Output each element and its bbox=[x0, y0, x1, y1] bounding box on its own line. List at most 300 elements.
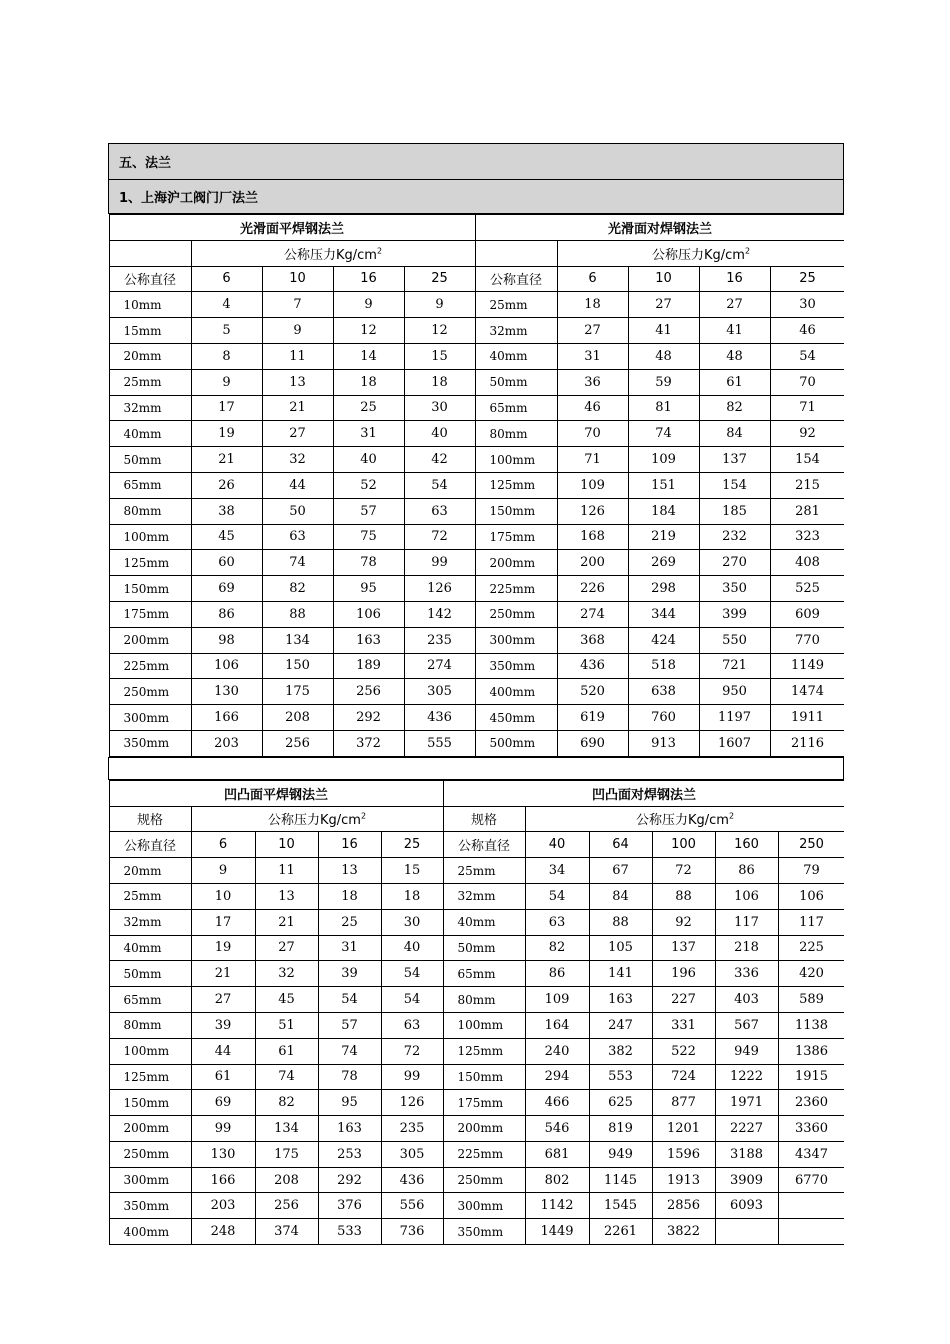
nominal-diameter-cell: 150mm bbox=[109, 576, 191, 602]
weight-cell: 38 bbox=[191, 498, 262, 524]
weight-cell: 75 bbox=[333, 524, 404, 550]
weight-cell: 232 bbox=[699, 524, 770, 550]
weight-cell: 137 bbox=[652, 935, 715, 961]
weight-cell: 368 bbox=[557, 627, 628, 653]
weight-cell: 106 bbox=[191, 653, 262, 679]
weight-cell: 82 bbox=[262, 576, 333, 602]
table2-left-pressure: 10 bbox=[255, 832, 318, 858]
weight-cell: 72 bbox=[652, 858, 715, 884]
nominal-diameter-cell: 300mm bbox=[475, 627, 557, 653]
weight-cell: 1911 bbox=[770, 705, 843, 731]
weight-cell: 1142 bbox=[525, 1193, 589, 1219]
weight-cell: 164 bbox=[525, 1012, 589, 1038]
weight-cell: 10 bbox=[191, 883, 255, 909]
weight-cell: 82 bbox=[699, 395, 770, 421]
section-gap bbox=[109, 757, 844, 779]
nominal-diameter-cell: 250mm bbox=[109, 679, 191, 705]
nominal-diameter-cell: 125mm bbox=[109, 1064, 191, 1090]
weight-cell: 274 bbox=[404, 653, 475, 679]
weight-cell: 2116 bbox=[770, 730, 843, 756]
weight-cell: 109 bbox=[525, 987, 589, 1013]
weight-cell: 248 bbox=[191, 1219, 255, 1245]
weight-cell: 88 bbox=[262, 601, 333, 627]
weight-cell: 877 bbox=[652, 1090, 715, 1116]
flange-sheet bbox=[108, 143, 844, 1245]
nominal-diameter-cell: 350mm bbox=[443, 1219, 525, 1245]
table-row bbox=[109, 935, 844, 961]
table2-right-pressure: 100 bbox=[652, 832, 715, 858]
weight-cell: 163 bbox=[333, 627, 404, 653]
nominal-diameter-cell: 150mm bbox=[109, 1090, 191, 1116]
nominal-diameter-cell: 20mm bbox=[109, 858, 191, 884]
table2-left-dn-label: 公称直径 bbox=[109, 832, 191, 858]
weight-cell: 200 bbox=[557, 550, 628, 576]
weight-cell: 802 bbox=[525, 1167, 589, 1193]
subsection-title: 1、上海沪工阀门厂法兰 bbox=[109, 180, 844, 214]
weight-cell: 185 bbox=[699, 498, 770, 524]
weight-cell: 57 bbox=[318, 1012, 381, 1038]
weight-cell: 74 bbox=[262, 550, 333, 576]
weight-cell: 32 bbox=[262, 447, 333, 473]
nominal-diameter-cell: 65mm bbox=[109, 472, 191, 498]
table2-right-pressure: 250 bbox=[778, 832, 843, 858]
nominal-diameter-cell: 200mm bbox=[109, 627, 191, 653]
nominal-diameter-cell: 300mm bbox=[109, 1167, 191, 1193]
weight-cell: 86 bbox=[715, 858, 778, 884]
table-row bbox=[109, 909, 844, 935]
weight-cell: 50 bbox=[262, 498, 333, 524]
weight-cell: 305 bbox=[381, 1141, 443, 1167]
weight-cell: 117 bbox=[715, 909, 778, 935]
nominal-diameter-cell: 225mm bbox=[475, 576, 557, 602]
weight-cell: 382 bbox=[589, 1038, 652, 1064]
weight-cell: 1222 bbox=[715, 1064, 778, 1090]
weight-cell: 14 bbox=[333, 343, 404, 369]
weight-cell: 61 bbox=[255, 1038, 318, 1064]
table-row bbox=[109, 524, 844, 550]
weight-cell: 134 bbox=[262, 627, 333, 653]
nominal-diameter-cell: 125mm bbox=[443, 1038, 525, 1064]
nominal-diameter-cell: 80mm bbox=[475, 421, 557, 447]
weight-cell: 331 bbox=[652, 1012, 715, 1038]
nominal-diameter-cell: 32mm bbox=[475, 318, 557, 344]
weight-cell: 163 bbox=[318, 1116, 381, 1142]
table-row bbox=[109, 369, 844, 395]
table-row bbox=[109, 961, 844, 987]
smooth-face-flange-table bbox=[109, 214, 844, 757]
weight-cell: 175 bbox=[262, 679, 333, 705]
weight-cell: 208 bbox=[262, 705, 333, 731]
weight-cell: 3188 bbox=[715, 1141, 778, 1167]
weight-cell: 166 bbox=[191, 1167, 255, 1193]
weight-cell: 69 bbox=[191, 1090, 255, 1116]
weight-cell: 12 bbox=[404, 318, 475, 344]
weight-cell: 82 bbox=[525, 935, 589, 961]
weight-cell: 30 bbox=[404, 395, 475, 421]
nominal-diameter-cell: 32mm bbox=[109, 395, 191, 421]
weight-cell: 27 bbox=[262, 421, 333, 447]
weight-cell: 45 bbox=[191, 524, 262, 550]
nominal-diameter-cell: 300mm bbox=[443, 1193, 525, 1219]
table-row bbox=[109, 447, 844, 473]
weight-cell: 45 bbox=[255, 987, 318, 1013]
weight-cell: 54 bbox=[404, 472, 475, 498]
weight-cell: 436 bbox=[557, 653, 628, 679]
weight-cell: 154 bbox=[770, 447, 843, 473]
table1-right-blank bbox=[475, 240, 557, 266]
table-row bbox=[109, 1090, 844, 1116]
weight-cell: 175 bbox=[255, 1141, 318, 1167]
weight-cell: 550 bbox=[699, 627, 770, 653]
nominal-diameter-cell: 40mm bbox=[443, 909, 525, 935]
weight-cell: 54 bbox=[770, 343, 843, 369]
weight-cell: 2360 bbox=[778, 1090, 843, 1116]
table-row bbox=[109, 601, 844, 627]
table-row bbox=[109, 679, 844, 705]
weight-cell: 32 bbox=[255, 961, 318, 987]
weight-cell: 126 bbox=[404, 576, 475, 602]
weight-cell: 294 bbox=[525, 1064, 589, 1090]
weight-cell: 48 bbox=[628, 343, 699, 369]
weight-cell: 95 bbox=[318, 1090, 381, 1116]
weight-cell: 166 bbox=[191, 705, 262, 731]
weight-cell: 399 bbox=[699, 601, 770, 627]
weight-cell: 420 bbox=[778, 961, 843, 987]
weight-cell bbox=[778, 1193, 843, 1219]
weight-cell: 235 bbox=[381, 1116, 443, 1142]
weight-cell: 3909 bbox=[715, 1167, 778, 1193]
table-row bbox=[109, 1193, 844, 1219]
weight-cell: 9 bbox=[191, 369, 262, 395]
table1-right-title: 光滑面对焊钢法兰 bbox=[475, 215, 843, 241]
weight-cell: 12 bbox=[333, 318, 404, 344]
weight-cell: 130 bbox=[191, 1141, 255, 1167]
table-row bbox=[109, 705, 844, 731]
weight-cell: 18 bbox=[333, 369, 404, 395]
weight-cell: 2856 bbox=[652, 1193, 715, 1219]
nominal-diameter-cell: 300mm bbox=[109, 705, 191, 731]
weight-cell: 60 bbox=[191, 550, 262, 576]
weight-cell: 372 bbox=[333, 730, 404, 756]
weight-cell: 1607 bbox=[699, 730, 770, 756]
weight-cell: 1201 bbox=[652, 1116, 715, 1142]
weight-cell: 25 bbox=[333, 395, 404, 421]
table1-left-blank bbox=[109, 240, 191, 266]
weight-cell: 105 bbox=[589, 935, 652, 961]
weight-cell: 21 bbox=[191, 961, 255, 987]
table-row bbox=[109, 987, 844, 1013]
weight-cell: 15 bbox=[404, 343, 475, 369]
table-row bbox=[109, 292, 844, 318]
weight-cell: 17 bbox=[191, 909, 255, 935]
table2-right-spec-label: 规格 bbox=[443, 806, 525, 832]
weight-cell: 227 bbox=[652, 987, 715, 1013]
nominal-diameter-cell: 150mm bbox=[475, 498, 557, 524]
weight-cell: 63 bbox=[404, 498, 475, 524]
weight-cell: 130 bbox=[191, 679, 262, 705]
weight-cell: 1149 bbox=[770, 653, 843, 679]
weight-cell: 235 bbox=[404, 627, 475, 653]
nominal-diameter-cell: 175mm bbox=[475, 524, 557, 550]
weight-cell: 63 bbox=[381, 1012, 443, 1038]
weight-cell bbox=[715, 1219, 778, 1245]
weight-cell: 78 bbox=[318, 1064, 381, 1090]
table2-left-title: 凹凸面平焊钢法兰 bbox=[109, 780, 443, 806]
weight-cell: 30 bbox=[770, 292, 843, 318]
weight-cell: 134 bbox=[255, 1116, 318, 1142]
weight-cell: 15 bbox=[381, 858, 443, 884]
weight-cell: 71 bbox=[557, 447, 628, 473]
nominal-diameter-cell: 200mm bbox=[475, 550, 557, 576]
weight-cell: 48 bbox=[699, 343, 770, 369]
weight-cell: 27 bbox=[628, 292, 699, 318]
weight-cell: 292 bbox=[333, 705, 404, 731]
weight-cell: 54 bbox=[381, 987, 443, 1013]
weight-cell: 54 bbox=[318, 987, 381, 1013]
weight-cell: 424 bbox=[628, 627, 699, 653]
weight-cell: 18 bbox=[404, 369, 475, 395]
weight-cell: 1474 bbox=[770, 679, 843, 705]
weight-cell: 126 bbox=[557, 498, 628, 524]
weight-cell: 736 bbox=[381, 1219, 443, 1245]
table2-right-pressure: 40 bbox=[525, 832, 589, 858]
weight-cell: 9 bbox=[333, 292, 404, 318]
weight-cell: 609 bbox=[770, 601, 843, 627]
weight-cell: 638 bbox=[628, 679, 699, 705]
table-row bbox=[109, 550, 844, 576]
weight-cell: 151 bbox=[628, 472, 699, 498]
weight-cell: 106 bbox=[715, 883, 778, 909]
weight-cell: 1913 bbox=[652, 1167, 715, 1193]
weight-cell: 84 bbox=[589, 883, 652, 909]
weight-cell: 253 bbox=[318, 1141, 381, 1167]
table-row bbox=[109, 627, 844, 653]
table-row bbox=[109, 576, 844, 602]
weight-cell: 44 bbox=[262, 472, 333, 498]
weight-cell: 18 bbox=[318, 883, 381, 909]
weight-cell: 533 bbox=[318, 1219, 381, 1245]
weight-cell: 376 bbox=[318, 1193, 381, 1219]
table1-left-pressure: 25 bbox=[404, 266, 475, 292]
nominal-diameter-cell: 25mm bbox=[109, 369, 191, 395]
weight-cell: 42 bbox=[404, 447, 475, 473]
table-row bbox=[109, 1012, 844, 1038]
weight-cell: 408 bbox=[770, 550, 843, 576]
nominal-diameter-cell: 40mm bbox=[109, 935, 191, 961]
weight-cell: 21 bbox=[191, 447, 262, 473]
table-row bbox=[109, 1219, 844, 1245]
weight-cell: 556 bbox=[381, 1193, 443, 1219]
nominal-diameter-cell: 50mm bbox=[109, 961, 191, 987]
weight-cell: 95 bbox=[333, 576, 404, 602]
table-row bbox=[109, 1064, 844, 1090]
weight-cell: 163 bbox=[589, 987, 652, 1013]
weight-cell: 40 bbox=[333, 447, 404, 473]
weight-cell: 99 bbox=[191, 1116, 255, 1142]
weight-cell: 18 bbox=[557, 292, 628, 318]
weight-cell: 298 bbox=[628, 576, 699, 602]
weight-cell: 63 bbox=[525, 909, 589, 935]
section-title: 五、法兰 bbox=[109, 144, 844, 180]
weight-cell: 69 bbox=[191, 576, 262, 602]
weight-cell: 40 bbox=[404, 421, 475, 447]
weight-cell: 27 bbox=[255, 935, 318, 961]
table1-left-dn-label: 公称直径 bbox=[109, 266, 191, 292]
weight-cell: 2227 bbox=[715, 1116, 778, 1142]
weight-cell: 21 bbox=[255, 909, 318, 935]
table2-right-dn-label: 公称直径 bbox=[443, 832, 525, 858]
weight-cell: 466 bbox=[525, 1090, 589, 1116]
table2-left-pressure: 6 bbox=[191, 832, 255, 858]
weight-cell: 323 bbox=[770, 524, 843, 550]
nominal-diameter-cell: 80mm bbox=[109, 498, 191, 524]
weight-cell: 74 bbox=[318, 1038, 381, 1064]
weight-cell: 203 bbox=[191, 1193, 255, 1219]
weight-cell: 17 bbox=[191, 395, 262, 421]
nominal-diameter-cell: 250mm bbox=[475, 601, 557, 627]
weight-cell: 84 bbox=[699, 421, 770, 447]
nominal-diameter-cell: 250mm bbox=[109, 1141, 191, 1167]
weight-cell: 168 bbox=[557, 524, 628, 550]
weight-cell: 546 bbox=[525, 1116, 589, 1142]
table1-wrap bbox=[109, 214, 844, 758]
nominal-diameter-cell: 500mm bbox=[475, 730, 557, 756]
nominal-diameter-cell: 50mm bbox=[109, 447, 191, 473]
weight-cell: 3822 bbox=[652, 1219, 715, 1245]
weight-cell: 54 bbox=[381, 961, 443, 987]
weight-cell: 1138 bbox=[778, 1012, 843, 1038]
weight-cell: 86 bbox=[191, 601, 262, 627]
table2-right-pressure: 160 bbox=[715, 832, 778, 858]
weight-cell: 949 bbox=[715, 1038, 778, 1064]
nominal-diameter-cell: 20mm bbox=[109, 343, 191, 369]
nominal-diameter-cell: 32mm bbox=[443, 883, 525, 909]
weight-cell: 92 bbox=[770, 421, 843, 447]
table1-right-pressure-label: 公称压力$Kg/cm^2$ bbox=[557, 240, 843, 266]
nominal-diameter-cell: 225mm bbox=[109, 653, 191, 679]
weight-cell: 690 bbox=[557, 730, 628, 756]
weight-cell: 51 bbox=[255, 1012, 318, 1038]
weight-cell: 226 bbox=[557, 576, 628, 602]
weight-cell: 59 bbox=[628, 369, 699, 395]
weight-cell: 218 bbox=[715, 935, 778, 961]
nominal-diameter-cell: 100mm bbox=[109, 524, 191, 550]
nominal-diameter-cell: 350mm bbox=[109, 730, 191, 756]
weight-cell: 11 bbox=[255, 858, 318, 884]
weight-cell: 67 bbox=[589, 858, 652, 884]
nominal-diameter-cell: 175mm bbox=[109, 601, 191, 627]
weight-cell: 9 bbox=[262, 318, 333, 344]
weight-cell: 819 bbox=[589, 1116, 652, 1142]
weight-cell: 72 bbox=[381, 1038, 443, 1064]
weight-cell: 269 bbox=[628, 550, 699, 576]
weight-cell: 518 bbox=[628, 653, 699, 679]
weight-cell: 26 bbox=[191, 472, 262, 498]
weight-cell: 106 bbox=[333, 601, 404, 627]
weight-cell: 7 bbox=[262, 292, 333, 318]
weight-cell: 721 bbox=[699, 653, 770, 679]
table2-wrap bbox=[109, 779, 844, 1245]
weight-cell: 3360 bbox=[778, 1116, 843, 1142]
weight-cell: 520 bbox=[557, 679, 628, 705]
weight-cell: 70 bbox=[770, 369, 843, 395]
nominal-diameter-cell: 100mm bbox=[475, 447, 557, 473]
nominal-diameter-cell: 200mm bbox=[443, 1116, 525, 1142]
nominal-diameter-cell: 25mm bbox=[109, 883, 191, 909]
weight-cell: 522 bbox=[652, 1038, 715, 1064]
table-row bbox=[109, 883, 844, 909]
nominal-diameter-cell: 65mm bbox=[475, 395, 557, 421]
weight-cell: 436 bbox=[404, 705, 475, 731]
weight-cell: 247 bbox=[589, 1012, 652, 1038]
table2-left-pressure: 16 bbox=[318, 832, 381, 858]
weight-cell: 256 bbox=[262, 730, 333, 756]
weight-cell: 117 bbox=[778, 909, 843, 935]
table2-left-spec-label: 规格 bbox=[109, 806, 191, 832]
raised-face-flange-table bbox=[109, 780, 844, 1245]
weight-cell: 27 bbox=[191, 987, 255, 1013]
weight-cell: 109 bbox=[628, 447, 699, 473]
weight-cell: 305 bbox=[404, 679, 475, 705]
weight-cell: 2261 bbox=[589, 1219, 652, 1245]
weight-cell: 61 bbox=[699, 369, 770, 395]
weight-cell: 1971 bbox=[715, 1090, 778, 1116]
table2-right-title: 凹凸面对焊钢法兰 bbox=[443, 780, 843, 806]
weight-cell: 78 bbox=[333, 550, 404, 576]
nominal-diameter-cell: 450mm bbox=[475, 705, 557, 731]
weight-cell: 13 bbox=[262, 369, 333, 395]
weight-cell: 88 bbox=[589, 909, 652, 935]
weight-cell: 13 bbox=[318, 858, 381, 884]
table-row bbox=[109, 1141, 844, 1167]
weight-cell: 31 bbox=[557, 343, 628, 369]
weight-cell: 950 bbox=[699, 679, 770, 705]
nominal-diameter-cell: 125mm bbox=[109, 550, 191, 576]
nominal-diameter-cell: 50mm bbox=[443, 935, 525, 961]
weight-cell: 99 bbox=[381, 1064, 443, 1090]
weight-cell: 52 bbox=[333, 472, 404, 498]
weight-cell: 18 bbox=[381, 883, 443, 909]
weight-cell: 256 bbox=[255, 1193, 318, 1219]
weight-cell: 344 bbox=[628, 601, 699, 627]
weight-cell: 27 bbox=[699, 292, 770, 318]
nominal-diameter-cell: 175mm bbox=[443, 1090, 525, 1116]
nominal-diameter-cell: 400mm bbox=[475, 679, 557, 705]
weight-cell: 436 bbox=[381, 1167, 443, 1193]
nominal-diameter-cell: 350mm bbox=[109, 1193, 191, 1219]
table-row bbox=[109, 1167, 844, 1193]
table-row bbox=[109, 653, 844, 679]
table1-left-pressure: 16 bbox=[333, 266, 404, 292]
weight-cell: 1596 bbox=[652, 1141, 715, 1167]
weight-cell: 30 bbox=[381, 909, 443, 935]
weight-cell: 25 bbox=[318, 909, 381, 935]
weight-cell: 553 bbox=[589, 1064, 652, 1090]
nominal-diameter-cell: 150mm bbox=[443, 1064, 525, 1090]
table1-right-pressure: 6 bbox=[557, 266, 628, 292]
nominal-diameter-cell: 32mm bbox=[109, 909, 191, 935]
weight-cell: 208 bbox=[255, 1167, 318, 1193]
weight-cell: 9 bbox=[191, 858, 255, 884]
weight-cell: 92 bbox=[652, 909, 715, 935]
weight-cell: 1386 bbox=[778, 1038, 843, 1064]
table-row bbox=[109, 318, 844, 344]
weight-cell: 36 bbox=[557, 369, 628, 395]
table2-left-pressure-label: 公称压力$Kg/cm^2$ bbox=[191, 806, 443, 832]
weight-cell: 681 bbox=[525, 1141, 589, 1167]
weight-cell: 63 bbox=[262, 524, 333, 550]
weight-cell: 9 bbox=[404, 292, 475, 318]
